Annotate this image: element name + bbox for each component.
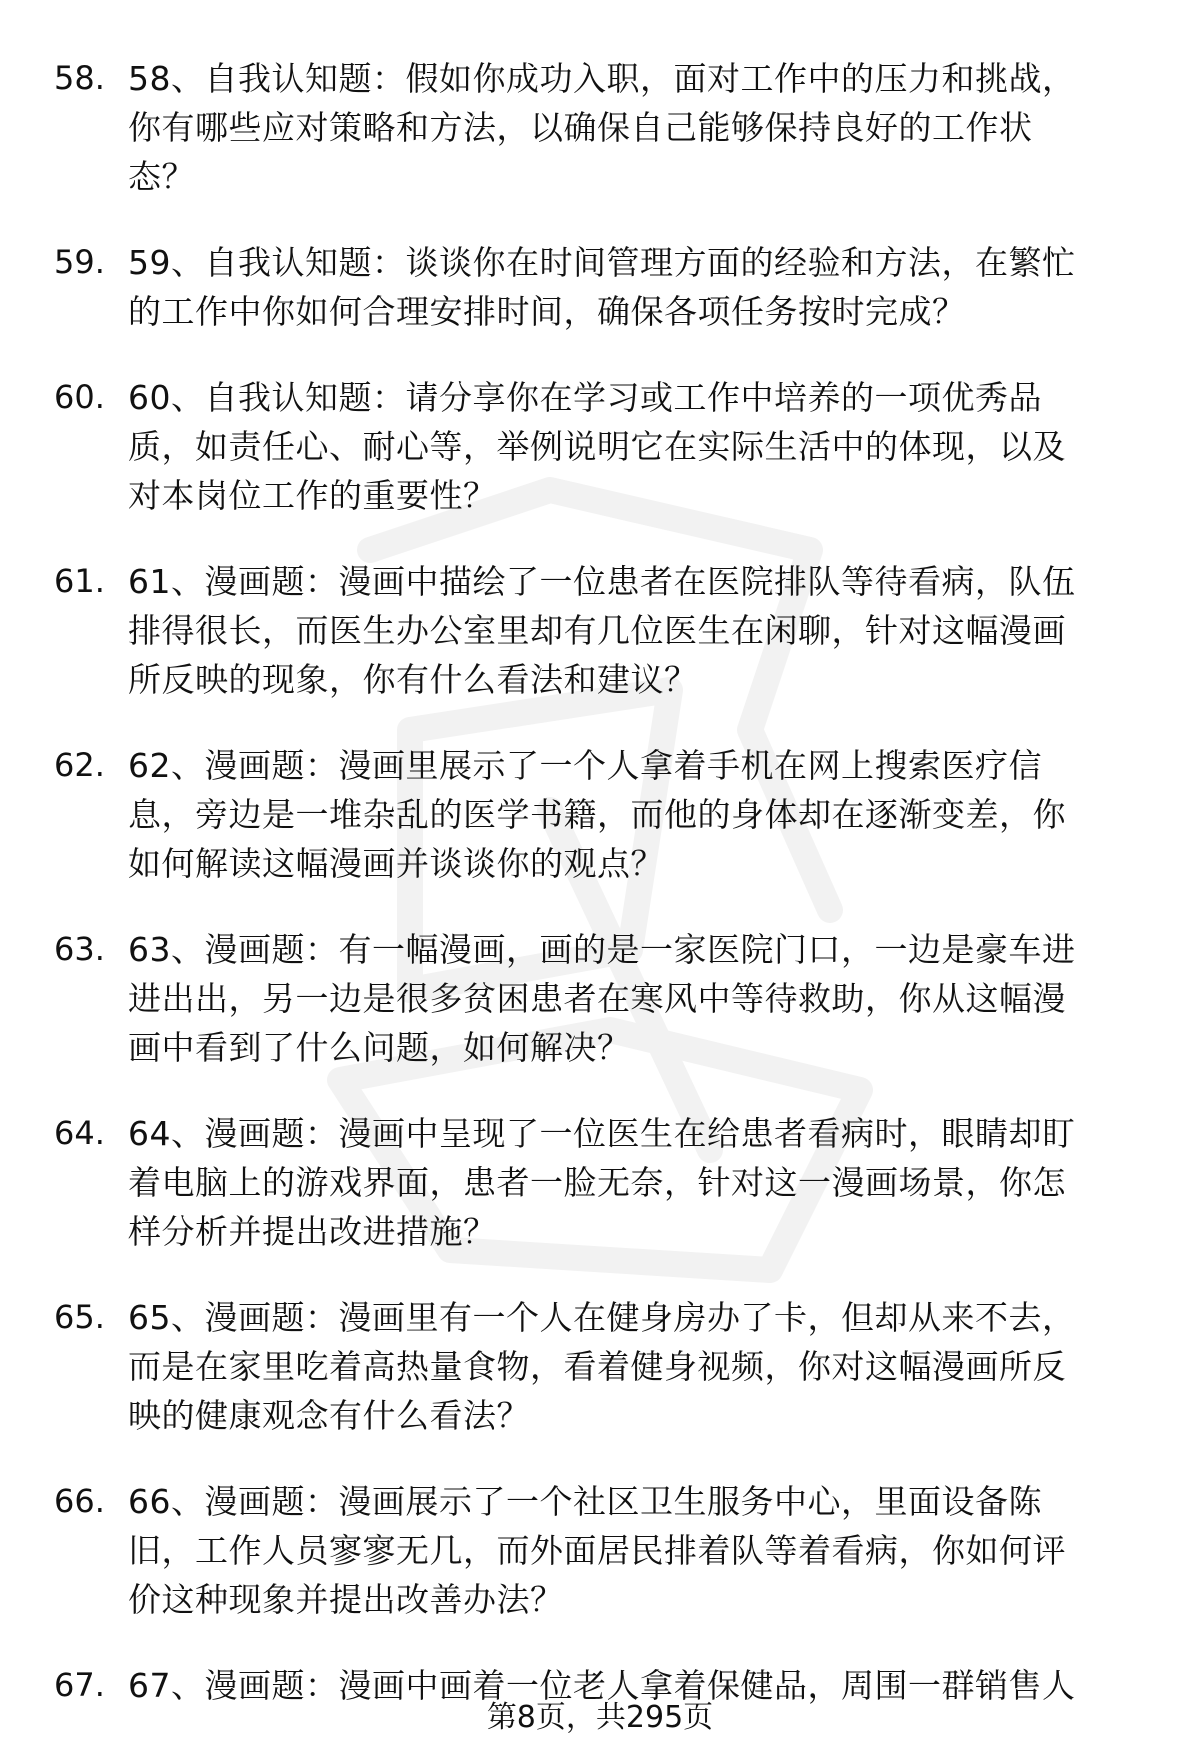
question-text-line: 60、自我认知题：请分享你在学习或工作中培养的一项优秀品 bbox=[128, 378, 1042, 417]
question-number: 59. bbox=[54, 243, 105, 281]
question-text-line: 映的健康观念有什么看法？ bbox=[128, 1396, 530, 1435]
question-text-line: 排得很长，而医生办公室里却有几位医生在闲聊，针对这幅漫画 bbox=[128, 611, 1066, 650]
question-item bbox=[0, 1477, 1200, 1624]
question-text-line: 如何解读这幅漫画并谈谈你的观点？ bbox=[128, 844, 664, 883]
question-text-line: 59、自我认知题：谈谈你在时间管理方面的经验和方法，在繁忙 bbox=[128, 243, 1076, 282]
question-text-line: 的工作中你如何合理安排时间，确保各项任务按时完成？ bbox=[128, 292, 966, 331]
question-text-line: 价这种现象并提出改善办法？ bbox=[128, 1580, 564, 1619]
question-text bbox=[128, 1293, 1148, 1440]
question-text-line: 65、漫画题：漫画里有一个人在健身房办了卡，但却从来不去， bbox=[128, 1298, 1076, 1337]
question-number: 60. bbox=[54, 378, 105, 416]
question-text-line: 样分析并提出改进措施？ bbox=[128, 1212, 497, 1251]
question-text-line: 质，如责任心、耐心等，举例说明它在实际生活中的体现，以及 bbox=[128, 427, 1066, 466]
question-number: 61. bbox=[54, 562, 105, 600]
question-text-line: 62、漫画题：漫画里展示了一个人拿着手机在网上搜索医疗信 bbox=[128, 746, 1042, 785]
question-item bbox=[0, 1293, 1200, 1440]
question-text-line: 进出出，另一边是很多贫困患者在寒风中等待救助，你从这幅漫 bbox=[128, 979, 1066, 1018]
question-number: 65. bbox=[54, 1298, 105, 1336]
question-item bbox=[0, 1109, 1200, 1256]
question-text-line: 画中看到了什么问题，如何解决？ bbox=[128, 1028, 631, 1067]
question-text bbox=[128, 1109, 1148, 1256]
question-list bbox=[0, 54, 1200, 1747]
page-footer: 第8页，共295页 bbox=[486, 1700, 714, 1735]
question-text-line: 66、漫画题：漫画展示了一个社区卫生服务中心，里面设备陈 bbox=[128, 1482, 1042, 1521]
question-text-line: 态？ bbox=[128, 157, 195, 196]
question-text-line: 息，旁边是一堆杂乱的医学书籍，而他的身体却在逐渐变差，你 bbox=[128, 795, 1066, 834]
question-text-line: 旧，工作人员寥寥无几，而外面居民排着队等着看病，你如何评 bbox=[128, 1531, 1066, 1570]
question-text bbox=[128, 373, 1148, 520]
question-item bbox=[0, 54, 1200, 201]
question-item bbox=[0, 925, 1200, 1072]
question-text bbox=[128, 741, 1148, 888]
question-text-line: 而是在家里吃着高热量食物，看着健身视频，你对这幅漫画所反 bbox=[128, 1347, 1066, 1386]
question-text-line: 着电脑上的游戏界面，患者一脸无奈，针对这一漫画场景，你怎 bbox=[128, 1163, 1066, 1202]
question-text bbox=[128, 557, 1148, 704]
question-text-line: 63、漫画题：有一幅漫画，画的是一家医院门口，一边是豪车进 bbox=[128, 930, 1076, 969]
question-text-line: 67、漫画题：漫画中画着一位老人拿着保健品，周围一群销售人 bbox=[128, 1666, 1076, 1705]
question-text bbox=[128, 1477, 1148, 1624]
question-text-line: 所反映的现象，你有什么看法和建议？ bbox=[128, 660, 698, 699]
question-text-line: 对本岗位工作的重要性？ bbox=[128, 476, 497, 515]
question-item bbox=[0, 373, 1200, 520]
question-number: 62. bbox=[54, 746, 105, 784]
question-text-line: 你有哪些应对策略和方法，以确保自己能够保持良好的工作状 bbox=[128, 108, 1033, 147]
question-text-line: 64、漫画题：漫画中呈现了一位医生在给患者看病时，眼睛却盯 bbox=[128, 1114, 1076, 1153]
question-number: 64. bbox=[54, 1114, 105, 1152]
question-item bbox=[0, 741, 1200, 888]
question-text bbox=[128, 238, 1148, 336]
question-text bbox=[128, 54, 1148, 201]
question-item bbox=[0, 557, 1200, 704]
question-number: 63. bbox=[54, 930, 105, 968]
question-text bbox=[128, 925, 1148, 1072]
question-number: 67. bbox=[54, 1666, 105, 1704]
question-number: 66. bbox=[54, 1482, 105, 1520]
question-text-line: 61、漫画题：漫画中描绘了一位患者在医院排队等待看病，队伍 bbox=[128, 562, 1076, 601]
question-text-line: 58、自我认知题：假如你成功入职，面对工作中的压力和挑战， bbox=[128, 59, 1076, 98]
question-item bbox=[0, 238, 1200, 336]
question-number: 58. bbox=[54, 59, 105, 97]
